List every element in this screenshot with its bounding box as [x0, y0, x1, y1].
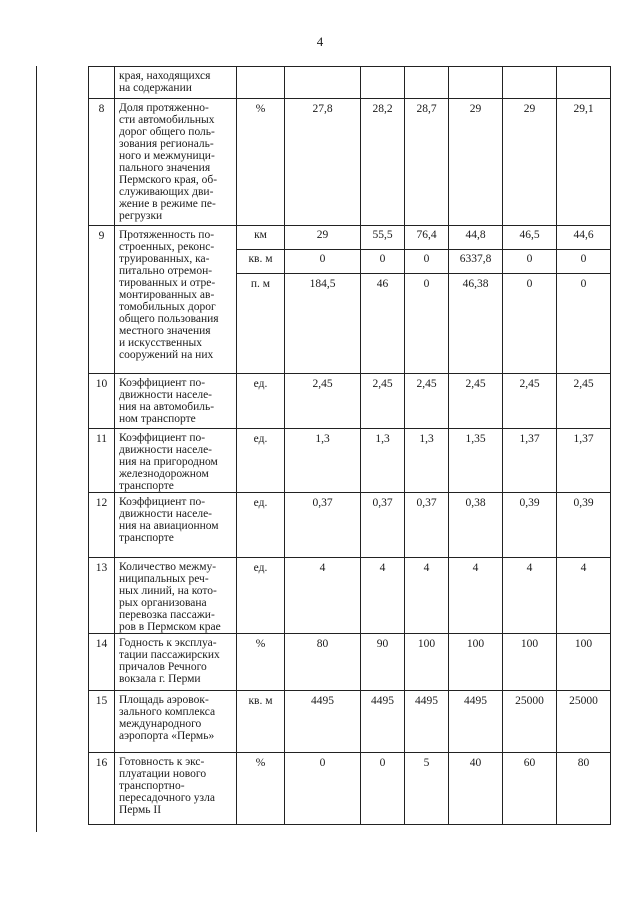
- row-number: 9: [89, 226, 115, 374]
- value-cell: 0,37: [361, 493, 405, 558]
- indicator-name-line: Годность к эксплуа-: [119, 637, 217, 649]
- unit-cell: кв. м: [237, 691, 285, 753]
- indicator-name-line: пального значения: [119, 162, 211, 174]
- value-cell: 0: [361, 753, 405, 825]
- indicator-name: [115, 226, 237, 374]
- value-cell: 4: [361, 558, 405, 634]
- value-cell: 1,37: [503, 429, 557, 493]
- table-row: [89, 634, 611, 691]
- value-cell: 29,1: [557, 99, 611, 226]
- value-cell: 0: [557, 250, 611, 274]
- indicator-name: [115, 67, 237, 99]
- indicator-name-line: транспортно-: [119, 780, 185, 792]
- indicator-name-line: ных линий, на кото-: [119, 585, 217, 597]
- value-cell: [361, 67, 405, 99]
- value-cell: 0,39: [557, 493, 611, 558]
- value-cell: 4: [449, 558, 503, 634]
- indicator-name-line: вокзала г. Перми: [119, 673, 201, 685]
- table-row: [89, 67, 611, 99]
- indicator-name-line: ния на авиационном: [119, 520, 219, 532]
- indicator-name-line: тации пассажирских: [119, 649, 220, 661]
- value-cell: 6337,8: [449, 250, 503, 274]
- table-row: [89, 99, 611, 226]
- indicator-name-line: Пермь II: [119, 804, 162, 816]
- value-cell: [237, 67, 285, 99]
- value-cell: 0,39: [503, 493, 557, 558]
- value-cell: 4495: [405, 691, 449, 753]
- indicator-name-line: на содержании: [119, 82, 192, 94]
- indicator-name-line: труированных, ка-: [119, 253, 210, 265]
- indicator-name-line: Коэффициент по-: [119, 377, 206, 389]
- value-cell: 28,2: [361, 99, 405, 226]
- value-cell: [449, 67, 503, 99]
- indicator-name-line: Коэффициент по-: [119, 496, 206, 508]
- indicator-name-line: края, находящихся: [119, 70, 211, 82]
- indicator-name-line: сти автомобильных: [119, 114, 215, 126]
- indicator-name-line: Протяженность по-: [119, 229, 215, 241]
- value-cell: 100: [405, 634, 449, 691]
- indicator-name-line: движности населе-: [119, 508, 213, 520]
- unit-cell: км: [237, 226, 285, 250]
- indicator-name-line: международного: [119, 718, 202, 730]
- indicator-name-line: регрузки: [119, 210, 163, 222]
- value-cell: 60: [503, 753, 557, 825]
- unit-cell: %: [237, 99, 285, 226]
- value-cell: 55,5: [361, 226, 405, 250]
- row-number: 12: [89, 493, 115, 558]
- value-cell: 1,3: [405, 429, 449, 493]
- indicator-name-line: ниципальных реч-: [119, 573, 209, 585]
- value-cell: 4: [557, 558, 611, 634]
- indicator-name-line: сооружений на них: [119, 349, 214, 361]
- indicator-name-line: зования региональ-: [119, 138, 214, 150]
- indicator-name-line: транспорте: [119, 480, 174, 492]
- value-cell: 46,5: [503, 226, 557, 250]
- unit-cell: ед.: [237, 374, 285, 429]
- value-cell: 2,45: [503, 374, 557, 429]
- row-number: 14: [89, 634, 115, 691]
- value-cell: 29: [503, 99, 557, 226]
- row-number: 10: [89, 374, 115, 429]
- value-cell: 0,37: [285, 493, 361, 558]
- value-cell: 4495: [449, 691, 503, 753]
- indicator-name-line: Доля протяженно-: [119, 102, 209, 114]
- value-cell: 76,4: [405, 226, 449, 250]
- indicator-name-line: ного и межмуници-: [119, 150, 215, 162]
- value-cell: 2,45: [361, 374, 405, 429]
- indicator-name-line: перевозка пассажи-: [119, 609, 215, 621]
- value-cell: 0: [285, 250, 361, 274]
- value-cell: 2,45: [405, 374, 449, 429]
- indicator-name-line: зального комплекса: [119, 706, 216, 718]
- table-row: [89, 226, 611, 250]
- indicator-name-line: причалов Речного: [119, 661, 207, 673]
- value-cell: 46: [361, 274, 405, 374]
- indicator-name-line: аэропорта «Пермь»: [119, 730, 215, 742]
- indicator-name-line: питально отремон-: [119, 265, 213, 277]
- indicator-name-line: рых организована: [119, 597, 207, 609]
- indicator-name-line: тированных и отре-: [119, 277, 216, 289]
- value-cell: 40: [449, 753, 503, 825]
- indicator-name: [115, 558, 237, 634]
- indicator-name-line: железнодорожном: [119, 468, 209, 480]
- unit-cell: ед.: [237, 493, 285, 558]
- value-cell: 1,37: [557, 429, 611, 493]
- indicator-name: [115, 753, 237, 825]
- indicator-name-line: служивающих дви-: [119, 186, 214, 198]
- indicator-name-line: Пермского края, об-: [119, 174, 218, 186]
- value-cell: 100: [449, 634, 503, 691]
- indicator-name: [115, 99, 237, 226]
- unit-cell: %: [237, 753, 285, 825]
- page-number: 4: [316, 34, 324, 49]
- value-cell: 4: [405, 558, 449, 634]
- value-cell: 2,45: [449, 374, 503, 429]
- value-cell: 4: [285, 558, 361, 634]
- table-row: [89, 753, 611, 825]
- indicator-name-line: ния на автомобиль-: [119, 401, 215, 413]
- value-cell: [285, 67, 361, 99]
- value-cell: 0: [503, 250, 557, 274]
- indicator-name: [115, 429, 237, 493]
- value-cell: 4: [503, 558, 557, 634]
- indicator-name-line: транспорте: [119, 532, 174, 544]
- table-row: [89, 493, 611, 558]
- indicator-name-line: ров в Пермском крае: [119, 621, 221, 633]
- value-cell: 184,5: [285, 274, 361, 374]
- value-cell: 0: [405, 250, 449, 274]
- indicator-name-line: движности населе-: [119, 389, 213, 401]
- indicator-name-line: пересадочного узла: [119, 792, 215, 804]
- value-cell: 28,7: [405, 99, 449, 226]
- value-cell: 4495: [361, 691, 405, 753]
- value-cell: 1,35: [449, 429, 503, 493]
- indicator-name: [115, 374, 237, 429]
- value-cell: 46,38: [449, 274, 503, 374]
- left-margin-rule: [36, 66, 37, 832]
- row-number: 8: [89, 99, 115, 226]
- indicator-name-line: местного значения: [119, 325, 211, 337]
- value-cell: 4495: [285, 691, 361, 753]
- indicator-name-line: Готовность к экс-: [119, 756, 205, 768]
- indicator-name-line: ном транспорте: [119, 413, 196, 425]
- value-cell: 29: [449, 99, 503, 226]
- row-number: [89, 67, 115, 99]
- value-cell: [503, 67, 557, 99]
- indicator-name: [115, 691, 237, 753]
- table-row: [89, 374, 611, 429]
- table-row: [89, 558, 611, 634]
- indicator-name-line: строенных, реконс-: [119, 241, 215, 253]
- row-number: 15: [89, 691, 115, 753]
- indicator-name-line: дорог общего поль-: [119, 126, 215, 138]
- row-number: 11: [89, 429, 115, 493]
- indicators-table: [88, 66, 611, 825]
- indicator-name-line: общего пользования: [119, 313, 219, 325]
- value-cell: 44,6: [557, 226, 611, 250]
- unit-cell: кв. м: [237, 250, 285, 274]
- indicator-name-line: Площадь аэровок-: [119, 694, 209, 706]
- value-cell: 27,8: [285, 99, 361, 226]
- row-number: 13: [89, 558, 115, 634]
- indicator-name-line: монтированных ав-: [119, 289, 215, 301]
- value-cell: 80: [285, 634, 361, 691]
- value-cell: 0,38: [449, 493, 503, 558]
- indicator-name-line: плуатации нового: [119, 768, 207, 780]
- indicator-name-line: и искусственных: [119, 337, 202, 349]
- value-cell: 29: [285, 226, 361, 250]
- value-cell: 2,45: [557, 374, 611, 429]
- table-body: [89, 67, 611, 825]
- indicator-name: [115, 493, 237, 558]
- value-cell: 0: [285, 753, 361, 825]
- value-cell: 90: [361, 634, 405, 691]
- indicator-name-line: Коэффициент по-: [119, 432, 206, 444]
- value-cell: 80: [557, 753, 611, 825]
- indicator-name-line: ния на пригородном: [119, 456, 218, 468]
- value-cell: 0,37: [405, 493, 449, 558]
- indicator-name-line: жение в режиме пе-: [119, 198, 216, 210]
- value-cell: 0: [405, 274, 449, 374]
- value-cell: 1,3: [361, 429, 405, 493]
- unit-cell: ед.: [237, 558, 285, 634]
- value-cell: 0: [503, 274, 557, 374]
- value-cell: 25000: [557, 691, 611, 753]
- value-cell: 5: [405, 753, 449, 825]
- value-cell: 1,3: [285, 429, 361, 493]
- value-cell: 100: [503, 634, 557, 691]
- unit-cell: п. м: [237, 274, 285, 374]
- indicator-name-line: томобильных дорог: [119, 301, 216, 313]
- value-cell: 100: [557, 634, 611, 691]
- unit-cell: ед.: [237, 429, 285, 493]
- value-cell: 44,8: [449, 226, 503, 250]
- row-number: 16: [89, 753, 115, 825]
- table-row: [89, 691, 611, 753]
- value-cell: 25000: [503, 691, 557, 753]
- indicator-name-line: Количество межму-: [119, 561, 217, 573]
- value-cell: 0: [557, 274, 611, 374]
- indicator-name-line: движности населе-: [119, 444, 213, 456]
- indicator-name: [115, 634, 237, 691]
- value-cell: [405, 67, 449, 99]
- value-cell: 2,45: [285, 374, 361, 429]
- value-cell: 0: [361, 250, 405, 274]
- table-row: [89, 429, 611, 493]
- value-cell: [557, 67, 611, 99]
- unit-cell: %: [237, 634, 285, 691]
